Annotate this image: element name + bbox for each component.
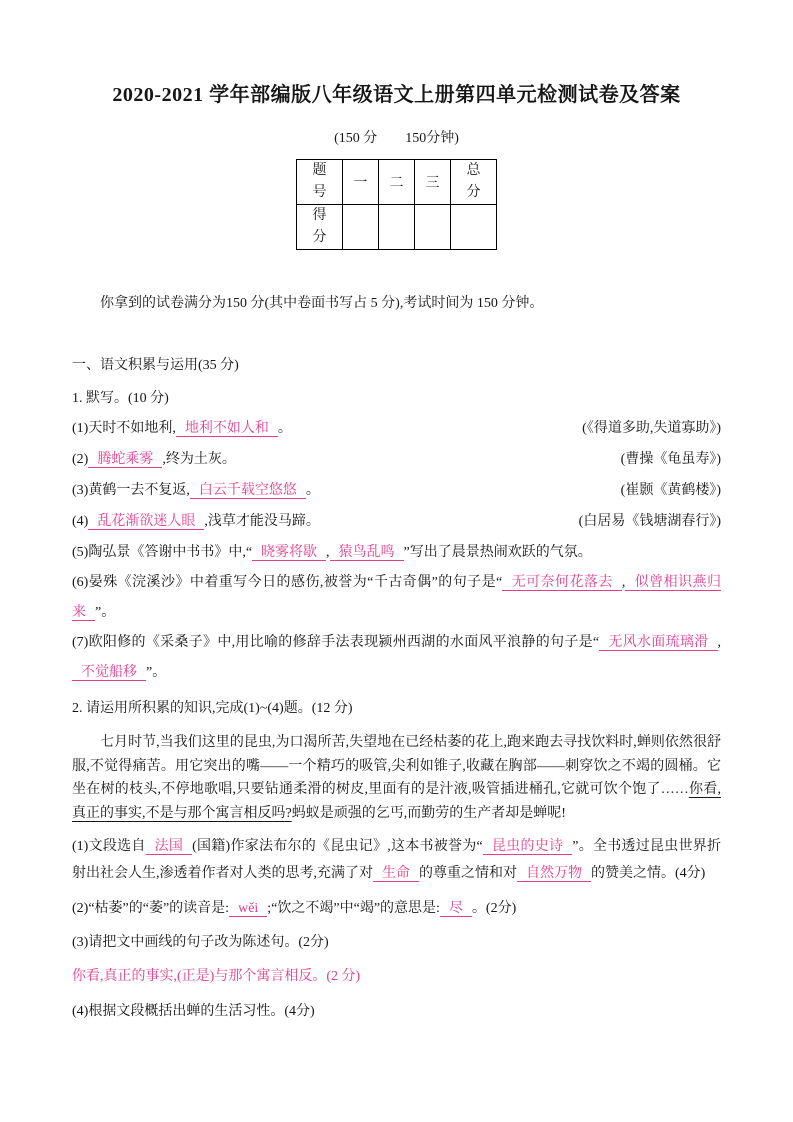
underlined-sentence: 你看,真正的事实,不是与那个寓言相反吗? [72,782,721,822]
answer-source: (白居易《钱塘湖春行》) [578,513,721,529]
item-text: 。 [305,482,320,498]
score-table-cell-defen [297,205,343,250]
item-text: (国籍)作家法布尔的《昆虫记》,这本书被誉为“ [192,839,483,855]
item-text: 的尊重之情和对 [419,866,517,882]
item-text: (2)“枯萎”的“萎”的读音是: [72,900,230,916]
item-text: ”。 [146,664,167,680]
answer-source: (《得道多助,失道寡助》) [582,421,721,437]
q1-item-6 [72,568,721,628]
q2-item-3: (3)请把文中画线的句子改为陈述句。(2分) [72,934,329,950]
item-text: (3)黄鹤一去不复返, [72,482,190,498]
item-text: ,浅草才能没马蹄。 [204,513,320,529]
blank-answer: 似曾相识燕归来 [72,574,721,620]
score-table-cell-tihao [297,160,343,205]
q2-item-2 [72,895,721,922]
score-table-cell-three: 三 [415,160,451,205]
blank-answer: 无可奈何花落去 [502,575,622,591]
score-table-cell-empty [451,205,497,250]
score-table-cell-empty [343,205,379,250]
item-text: , [326,544,330,560]
page-title: 2020-2021 学年部编版八年级语文上册第四单元检测试卷及答案 [112,84,681,106]
item-text-group [72,445,236,476]
q1-item-7 [72,628,721,688]
score-table-cell-empty [379,205,415,250]
blank-answer: 昆虫的史诗 [483,839,573,855]
answer-source: (崔颢《黄鹤楼》) [620,482,721,498]
score-table-cell-empty [415,205,451,250]
item-text: 的赞美之情。(4分) [591,866,706,882]
q1-item-4 [72,507,721,538]
item-text-group [72,507,320,538]
q2-item-4: (4)根据文段概括出蝉的生活习性。(4分) [72,1003,315,1019]
q1-item-3 [72,476,721,507]
score-table-score-row [297,205,497,250]
item-text: (7)欧阳修的《采桑子》中,用比喻的修辞手法表现颍州西湖的水面风平浪静的句子是“ [72,634,600,650]
item-text: (5)陶弘景《答谢中书书》中,“ [72,544,253,560]
q1-stem: 1. 默写。(10 分) [72,390,169,406]
q2-stem: 2. 请运用所积累的知识,完成(1)~(4)题。(12 分) [72,701,353,717]
item-text: (2) [72,452,89,468]
cell-text: 总分 [466,163,481,200]
score-table [296,159,497,250]
blank-answer: 晓雾将歇 [252,545,326,561]
blank-answer: 乱花渐欲迷人眼 [88,514,204,530]
blank-answer: 腾蛇乘雾 [88,452,162,468]
item-text: , [621,574,626,590]
section-heading: 一、语文积累与运用(35 分) [72,357,239,373]
item-text: (6)晏殊《浣溪沙》中着重写今日的感伤,被誉为“千古奇偶”的句子是“ [72,574,503,590]
q2-item-3-answer: 你看,真正的事实,(正是)与那个寓言相反。(2 分) [72,969,361,985]
item-text: ;“饮之不竭”中“竭”的意思是: [267,900,440,916]
item-text: ,终为土灰。 [162,452,236,468]
blank-answer: 自然万物 [517,866,591,882]
item-text: , [717,634,722,650]
item-text-group [72,414,292,445]
passage-text: 七月时节,当我们这里的昆虫,为口渴所苦,失望地在已经枯萎的花上,跑来跑去寻找饮料时,蝉则依然很舒服,不觉得痛苦。用它突出的嘴——一个精巧的吸管,尖利如锥子,收藏在胸部——刺穿饮之不竭的圆桶。它坐在树的枝头,不停地歌唱,只要钻通柔滑的树皮,里面有的是汁液,吸管插进桶孔,它就可饮个饱了…… [72,734,721,798]
q2-item-1 [72,833,721,888]
blank-answer: 尽 [440,901,472,917]
item-text: ”。 [95,604,116,620]
blank-answer: wěi [229,901,267,917]
score-table-cell-one: 一 [343,160,379,205]
item-text-group [72,476,320,507]
item-text: (4) [72,513,89,529]
score-table-header-row [297,160,497,205]
cell-text: 得分 [312,208,327,245]
intro-paragraph: 你拿到的试卷满分为150 分(其中卷面书写占 5 分),考试时间为 150 分钟。 [100,296,544,311]
item-text: (1)文段选自 [72,839,146,855]
answer-source: (曹操《龟虽寿》) [620,452,721,468]
blank-answer: 生命 [373,866,419,882]
blank-answer: 地利不如人和 [176,421,278,437]
cell-text: 题号 [312,163,327,200]
q1-item-2 [72,445,721,476]
item-text: 。(2分) [471,900,517,916]
item-text: (1)天时不如地利, [72,421,176,437]
item-text: ”。全书透过昆虫世界折射出社会人生,渗透着作者对人类的思考,充满了对 [72,839,722,882]
blank-answer: 不觉船移 [72,665,146,681]
reading-passage [72,731,721,826]
q1-item-5 [72,538,721,568]
item-text: ”写出了晨景热闹欢跃的气氛。 [403,544,592,560]
blank-answer: 白云千载空悠悠 [190,483,306,499]
item-text: 。 [277,421,292,437]
score-table-cell-total [451,160,497,205]
blank-answer: 无风水面琉璃滑 [599,635,717,651]
blank-answer: 法国 [146,839,193,855]
q1-item-1 [72,414,721,445]
exam-subtitle: (150 分 150分钟) [334,131,459,146]
passage-text: 蚂蚁是顽强的乞丐,而勤劳的生产者却是蝉呢! [291,806,566,822]
score-table-cell-two: 二 [379,160,415,205]
blank-answer: 猿鸟乱鸣 [330,545,404,561]
